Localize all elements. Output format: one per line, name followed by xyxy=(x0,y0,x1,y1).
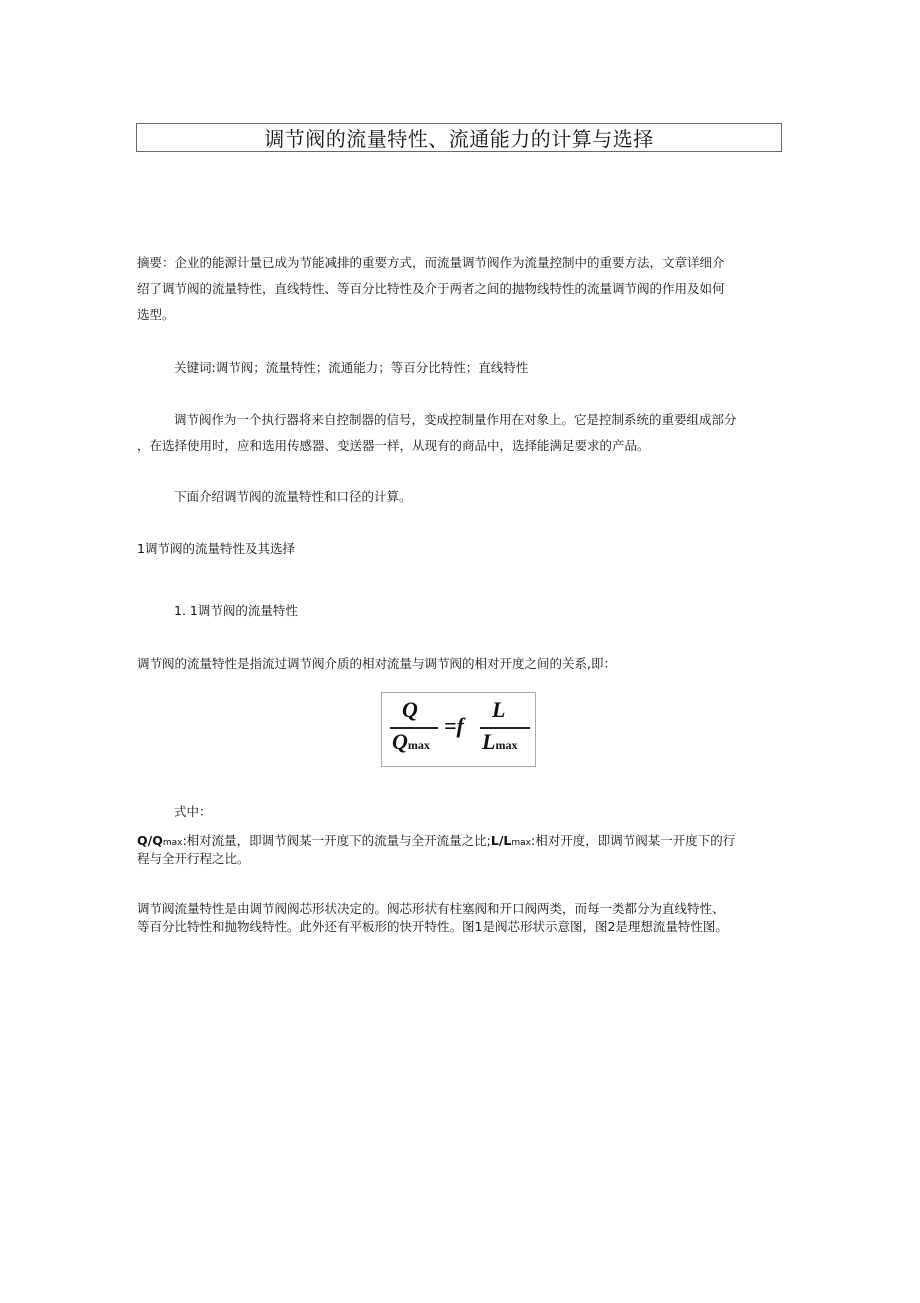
section-heading-1-1: 1. 1调节阀的流量特性 xyxy=(174,603,298,618)
formula-denominator-q xyxy=(392,729,430,755)
formula-denominator-q-symbol: Q xyxy=(392,729,408,754)
formula-numerator-q: Q xyxy=(402,697,418,722)
abstract-line-1: 摘要：企业的能源计量已成为节能减排的重要方式，而流量调节阀作为流量控制中的重要方法，文章详细介 xyxy=(137,255,725,270)
formula-numerator-l: L xyxy=(492,697,506,722)
where-label: 式中： xyxy=(174,804,212,819)
title-box xyxy=(136,123,782,152)
definition-text: 调节阀的流量特性是指流过调节阀介质的相对流量与调节阀的相对开度之间的关系,即： xyxy=(137,656,616,671)
section-heading-1: 1调节阀的流量特性及其选择 xyxy=(137,541,295,556)
variables-line-2: 程与全开行程之比。 xyxy=(137,851,250,866)
shape-line-1: 调节阀流量特性是由调节阀阀芯形状决定的。阀芯形状有柱塞阀和开口阀两类，而每一类都分为直线特性、 xyxy=(137,901,725,916)
keywords: 关键词:调节阀；流量特性；流通能力；等百分比特性；直线特性 xyxy=(174,360,529,375)
formula-denominator-q-sub: max xyxy=(407,738,430,752)
formula-denominator-l-symbol: L xyxy=(482,729,496,754)
intro-line-2: ，在选择使用时，应和选用传感器、变送器一样，从现有的商品中，选择能满足要求的产品。 xyxy=(137,438,650,453)
relative-flow-symbol: Q/Q xyxy=(137,833,163,848)
shape-line-2: 等百分比特性和抛物线特性。此外还有平板形的快开特性。图1是阀芯形状示意图，图2是理想流量特性图。 xyxy=(137,919,728,934)
abstract-line-2: 绍了调节阀的流量特性，直线特性、等百分比特性及介于两者之间的抛物线特性的流量调节阀的作用及如何 xyxy=(137,281,725,296)
formula-equals-f: =f xyxy=(444,713,464,738)
formula-denominator-l xyxy=(482,729,517,755)
preface-text: 下面介绍调节阀的流量特性和口径的计算。 xyxy=(174,489,412,504)
relative-opening-sub: max xyxy=(511,838,531,848)
document-title: 调节阀的流量特性、流通能力的计算与选择 xyxy=(264,127,654,151)
intro-line-1: 调节阀作为一个执行器将来自控制器的信号，变成控制量作用在对象上。它是控制系统的重要组成部分 xyxy=(174,412,737,427)
formula-denominator-l-sub: max xyxy=(495,738,518,752)
flow-characteristic-formula xyxy=(381,692,536,767)
relative-opening-symbol: L/L xyxy=(490,833,512,848)
relative-flow-sub: max xyxy=(162,838,183,848)
relative-opening-text: :相对开度，即调节阀某一开度下的行 xyxy=(530,833,736,848)
relative-flow-text: :相对流量，即调节阀某一开度下的流量与全开流量之比; xyxy=(182,833,491,848)
abstract-line-3: 选型。 xyxy=(137,307,175,322)
